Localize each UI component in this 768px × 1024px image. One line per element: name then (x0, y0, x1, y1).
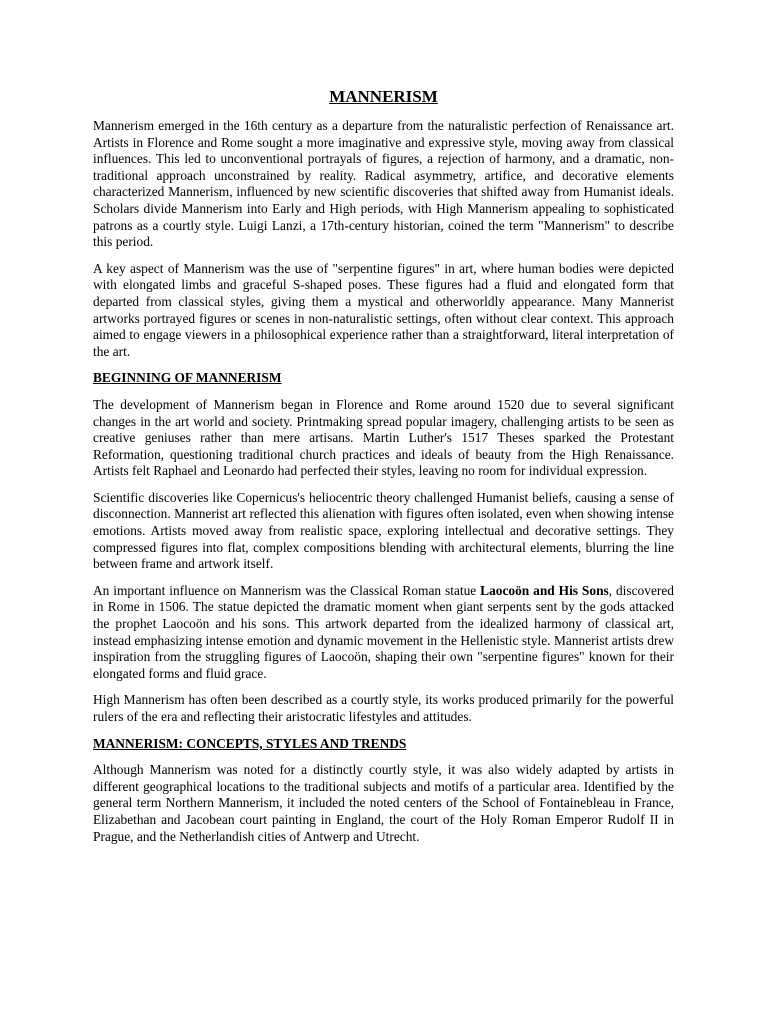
beginning-paragraph-1: The development of Mannerism began in Florence and Rome around 1520 due to several significant changes in the art world and society. Printmaking spread popular imagery, challenging artists to be seen as creative geniuses rather than mere artisans. Martin Luther's 1517 Theses sparked the Protestant Reformation, questioning traditional church practices and ideals of beauty from the High Renaissance. Artists felt Raphael and Leonardo had perfected their styles, leaving no room for individual expression. (93, 396, 674, 479)
beginning-paragraph-4: High Mannerism has often been described as a courtly style, its works produced primarily for the powerful rulers of the era and reflecting their aristocratic lifestyles and attitudes. (93, 692, 674, 724)
paragraph-text: , discovered in Rome in 1506. The statue depicted the dramatic moment when giant serpents sent by the gods attacked the prophet Laocoön and his sons. This artwork departed from the idealized harmony of classical art, instead emphasizing intense emotion and dynamic movement in the Hellenistic style. Mannerist artists drew inspiration from the struggling figures of Laocoön, shaping their own "serpentine figures" known for their elongated forms and fluid grace. (93, 582, 674, 681)
artwork-title: Laocoön and His Sons (480, 582, 609, 598)
intro-paragraph-1: Mannerism emerged in the 16th century as a departure from the naturalistic perfection of Renaissance art. Artists in Florence and Rome sought a more imaginative and expressive style, moving away from classical influences. This led to unconventional portrayals of figures, a rejection of harmony, and a dramatic, non-traditional approach unconstrained by reality. Radical asymmetry, artifice, and decorative elements characterized Mannerism, influenced by new scientific discoveries that shifted away from Humanist ideals. Scholars divide Mannerism into Early and High periods, with High Mannerism appealing to sophisticated patrons as a courtly style. Luigi Lanzi, a 17th-century historian, coined the term "Mannerism" to describe this period. (93, 118, 674, 250)
beginning-paragraph-2: Scientific discoveries like Copernicus's heliocentric theory challenged Humanist beliefs, causing a sense of disconnection. Mannerist art reflected this alienation with figures often isolated, even when showing intense emotions. Artists moved away from realistic space, exploring intellectual and decorative settings. They compressed figures into flat, complex compositions blending with architectural elements, blurring the line between frame and artwork itself. (93, 489, 674, 572)
beginning-paragraph-3 (93, 583, 674, 683)
page-title: MANNERISM (329, 87, 438, 106)
intro-paragraph-2: A key aspect of Mannerism was the use of "serpentine figures" in art, where human bodies were depicted with elongated limbs and graceful S-shaped poses. These figures had a fluid and elongated form that departed from classical styles, giving them a mystical and otherworldly appearance. Many Mannerist artworks portrayed figures or scenes in non-naturalistic settings, often without clear context. This approach aimed to engage viewers in a philosophical experience rather than a straightforward, literal interpretation of the art. (93, 260, 674, 359)
section-heading-beginning: BEGINNING OF MANNERISM (93, 370, 282, 386)
paragraph-text: An important influence on Mannerism was the Classical Roman statue (93, 582, 481, 598)
section-heading-concepts: MANNERISM: CONCEPTS, STYLES AND TRENDS (93, 735, 407, 751)
concepts-paragraph-1: Although Mannerism was noted for a distinctly courtly style, it was also widely adapted by artists in different geographical locations to the traditional subjects and motifs of a particular area. Identified by the general term Northern Mannerism, it included the noted centers of the School of Fontainebleau in France, Elizabethan and Jacobean court painting in England, the court of the Holy Roman Emperor Rudolf II in Prague, and the Netherlandish cities of Antwerp and Utrecht. (93, 762, 674, 844)
